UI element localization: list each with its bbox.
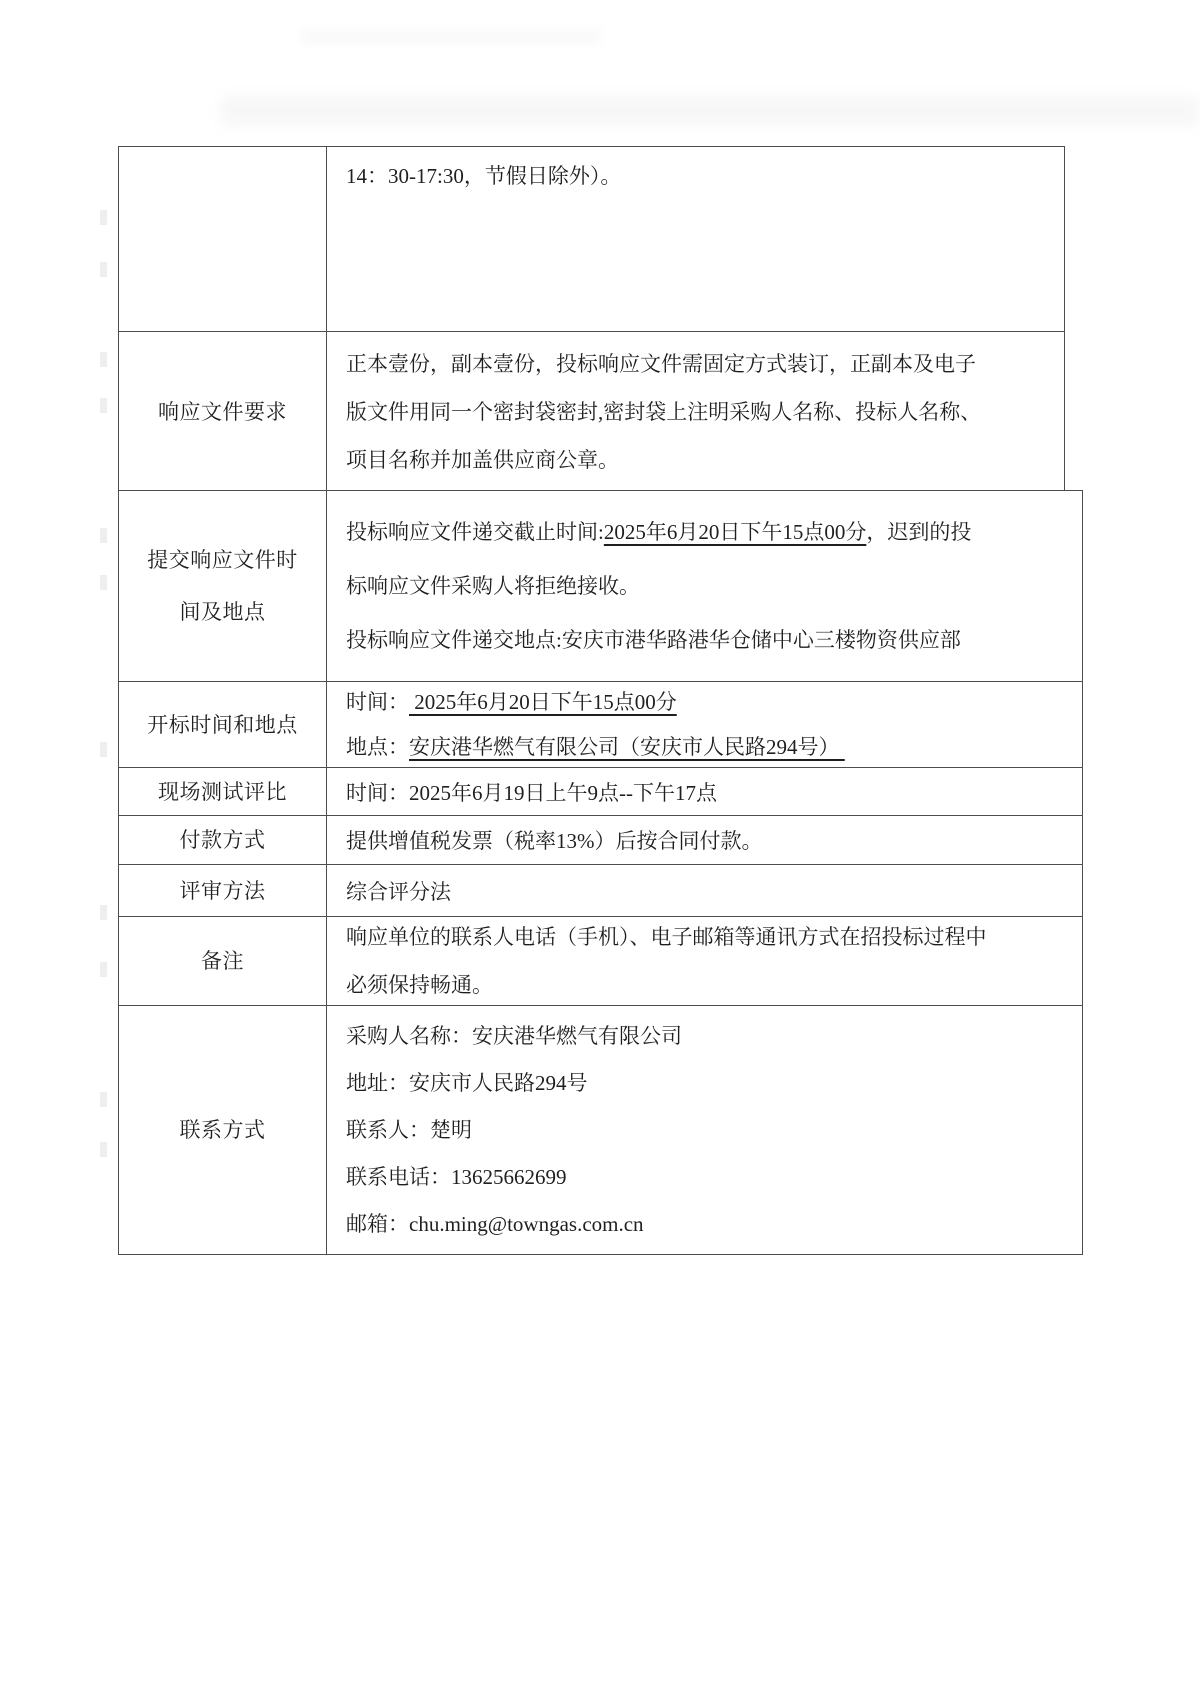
table-row-payment [119,815,1082,864]
row-label-payment: 付款方式 [119,816,327,864]
row-label-submission [119,491,327,681]
bid-opening-time-value: 2025年6月20日下午15点00分 [409,689,677,714]
row-label-empty [119,147,327,331]
submission-deadline-date: 2025年6月20日下午15点00分 [603,520,867,544]
payment-cell [327,816,1082,864]
table-row-site-test [119,767,1082,815]
submission-place-line: 投标响应文件递交地点:安庆市港华路港华仓储中心三楼物资供应部 [346,628,961,652]
table-row-evaluation [119,864,1082,916]
bid-opening-time-prefix: 时间： [346,689,409,714]
contact-phone: 联系电话：13625662699 [346,1164,567,1189]
info-table-upper [118,146,1065,492]
row-label-submission-line2: 间及地点 [179,600,266,624]
bid-opening-place-value: 安庆港华燃气有限公司（安庆市人民路294号） [409,734,845,759]
scan-artifact [100,1142,107,1157]
remarks-line: 响应单位的联系人电话（手机）、电子邮箱等通讯方式在招投标过程中 [346,925,987,949]
bid-opening-place-prefix: 地点： [346,734,409,759]
row-label-bid-opening: 开标时间和地点 [119,682,327,767]
office-hours-text: 14：30-17:30，节假日除外）。 [346,164,622,188]
scan-artifact [100,962,107,977]
site-test-time: 时间：2025年6月19日上午9点--下午17点 [346,780,717,805]
bid-opening-cell [327,682,1082,767]
row-label-response-requirements: 响应文件要求 [119,332,327,491]
scan-artifact [100,352,107,367]
scan-artifact [100,262,107,277]
table-row-bid-opening [119,681,1082,767]
contact-email: 邮箱：chu.ming@towngas.com.cn [346,1211,644,1236]
remarks-line: 必须保持畅通。 [346,973,493,997]
site-test-cell [327,768,1082,815]
row-label-remarks: 备注 [119,917,327,1005]
table-row-office-hours [119,147,1064,331]
submission-deadline-line [346,505,1068,559]
scan-artifact [100,742,107,757]
bid-opening-time-line [346,680,1068,725]
bid-opening-place-line [346,725,1068,770]
contact-address: 地址：安庆市人民路294号 [346,1070,588,1095]
row-label-submission-line1: 提交响应文件时 [147,548,298,572]
contact-cell [327,1006,1082,1254]
evaluation-cell [327,865,1082,916]
table-row-remarks [119,916,1082,1005]
response-requirements-cell [327,332,1064,491]
submission-deadline-prefix: 投标响应文件递交截止时间: [346,520,604,544]
scan-artifact [100,528,107,543]
scan-artifact [100,575,107,590]
scan-artifact [100,398,107,413]
scan-artifact [220,96,1200,126]
scan-artifact [300,30,600,44]
table-row-submission [119,491,1082,681]
remarks-cell [327,917,1082,1005]
scan-artifact [100,1092,107,1107]
submission-deadline-suffix: ，迟到的投 [866,520,972,544]
table-row-contact [119,1005,1082,1254]
row-label-contact: 联系方式 [119,1006,327,1254]
submission-reject-line: 标响应文件采购人将拒绝接收。 [346,574,640,598]
row-label-evaluation: 评审方法 [119,865,327,916]
info-table-lower [118,490,1083,1255]
scan-artifact [100,905,107,920]
payment-terms: 提供增值税发票（税率13%）后按合同付款。 [346,829,763,853]
contact-person: 联系人：楚明 [346,1117,472,1142]
contact-purchaser-name: 采购人名称：安庆港华燃气有限公司 [346,1023,682,1048]
evaluation-method: 综合评分法 [346,879,451,904]
requirements-line: 正本壹份，副本壹份，投标响应文件需固定方式装订，正副本及电子 [346,351,976,376]
requirements-line: 项目名称并加盖供应商公章。 [346,447,619,472]
table-row-response-requirements [119,331,1064,491]
scan-artifact [100,210,107,225]
row-label-site-test: 现场测试评比 [119,768,327,815]
requirements-line: 版文件用同一个密封袋密封,密封袋上注明采购人名称、投标人名称、 [346,399,982,424]
submission-cell [327,491,1082,681]
office-hours-cell [327,147,1064,331]
